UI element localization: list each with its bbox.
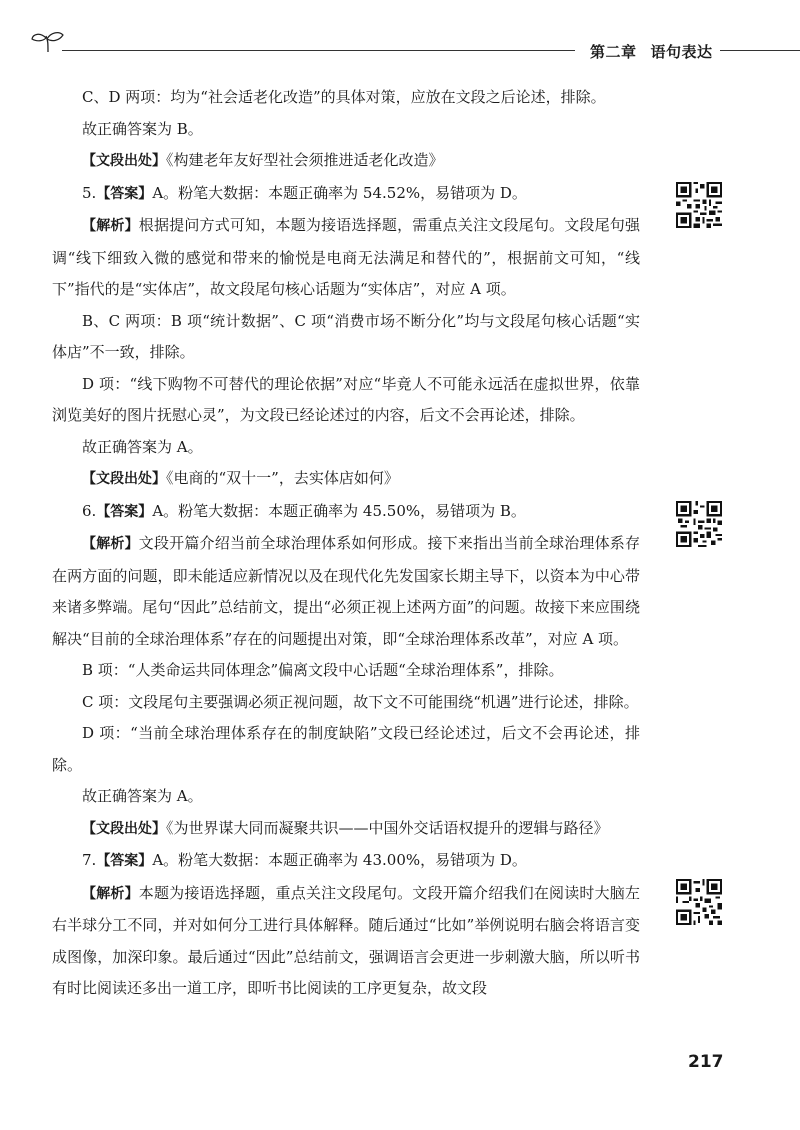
paragraph: B 项：“人类命运共同体理念”偏离文段中心话题“全球治理体系”，排除。 [82, 661, 564, 679]
source-line: 【文段出处】《构建老年友好型社会须推进适老化改造》 [82, 151, 444, 169]
qr-code-icon[interactable] [676, 879, 722, 925]
qr-code-icon[interactable] [676, 182, 722, 228]
paragraph: D 项：“线下购物不可替代的理论依据”对应“毕竟人不可能永远活在虚拟世界，依靠浏览美好的图片抚慰心灵”，为文段已经论述过的内容，后文不会再论述，排除。 [52, 374, 640, 424]
source-tag: 【文段出处】 [82, 471, 166, 487]
paragraph: 故正确答案为 A。 [82, 437, 203, 456]
paragraph: D 项：“当前全球治理体系存在的制度缺陷”文段已经论述过，后文不会再论述，排除。 [52, 724, 640, 774]
paragraph: 故正确答案为 A。 [82, 787, 203, 805]
source-line: 【文段出处】《电商的“双十一”，去实体店如何》 [82, 469, 399, 487]
answer-tag: 【答案】 [96, 185, 153, 202]
analysis-tag: 【解析】 [82, 885, 139, 902]
sprout-icon [30, 30, 66, 54]
analysis-paragraph: 【解析】文段开篇介绍当前全球治理体系如何形成。接下来指出当前全球治理体系存在两方面的问题，即未能适应新情况以及在现代化先发国家长期主导下，以资本为中心带来诸多弊端。尾句“因此”总结前文，提出“必须正视上述两方面”的问题。故接下来应围绕解决“目前的全球治理体系”存在的问题提出对策，即“全球治理体系改革”，对应 A 项。 [52, 534, 640, 648]
paragraph: 故正确答案为 B。 [82, 119, 203, 138]
answer-tag: 【答案】 [96, 853, 153, 869]
answer-line: 6.【答案】A。粉笔大数据：本题正确率为 45.50%，易错项为 B。 [82, 501, 526, 520]
header-title [590, 41, 713, 62]
qr-code-icon[interactable] [676, 501, 722, 547]
chapter-label: 第二章 [590, 43, 637, 61]
source-line: 【文段出处】《为世界谋大同而凝聚共识——中国外交话语权提升的逻辑与路径》 [82, 818, 609, 837]
paragraph: B、C 两项：B 项“统计数据”、C 项“消费市场不断分化”均与文段尾句核心话题“实体店”不一致，排除。 [52, 311, 640, 361]
analysis-tag: 【解析】 [82, 218, 139, 234]
answer-line: 5.【答案】A。粉笔大数据：本题正确率为 54.52%，易错项为 D。 [82, 183, 527, 202]
page-body [52, 82, 640, 1005]
paragraph: C 项：文段尾句主要强调必须正视问题，故下文不可能围绕“机遇”进行论述，排除。 [82, 692, 639, 711]
analysis-tag: 【解析】 [82, 536, 139, 552]
analysis-paragraph: 【解析】根据提问方式可知，本题为接语选择题，需重点关注文段尾句。文段尾句强调“线下细致入微的感觉和带来的愉悦是电商无法满足和替代的”，根据前文可知，“线下”指代的是“实体店”，故文段尾句核心话题为“实体店”，对应 A 项。 [52, 216, 640, 298]
answer-tag: 【答案】 [96, 503, 153, 520]
analysis-paragraph: 【解析】本题为接语选择题，重点关注文段尾句。文段开篇介绍我们在阅读时大脑左右半球分工不同，并对如何分工进行具体解释。随后通过“比如”举例说明右脑会将语言变成图像，加深印象。最后通过“因此”总结前文，强调语言会更进一步刺激大脑，所以听书有时比阅读还多出一道工序，即听书比阅读的工序更复杂，故文段 [52, 883, 640, 997]
header-rule-right [720, 50, 800, 51]
paragraph: C、D 两项：均为“社会适老化改造”的具体对策，应放在文段之后论述，排除。 [82, 88, 606, 106]
source-tag: 【文段出处】 [82, 153, 166, 169]
header-rule-left [62, 50, 575, 51]
page-header [0, 0, 800, 60]
page-number: 217 [688, 1052, 724, 1072]
section-label: 语句表达 [650, 43, 713, 61]
answer-line: 7.【答案】A。粉笔大数据：本题正确率为 43.00%，易错项为 D。 [82, 851, 527, 869]
source-tag: 【文段出处】 [82, 820, 166, 837]
